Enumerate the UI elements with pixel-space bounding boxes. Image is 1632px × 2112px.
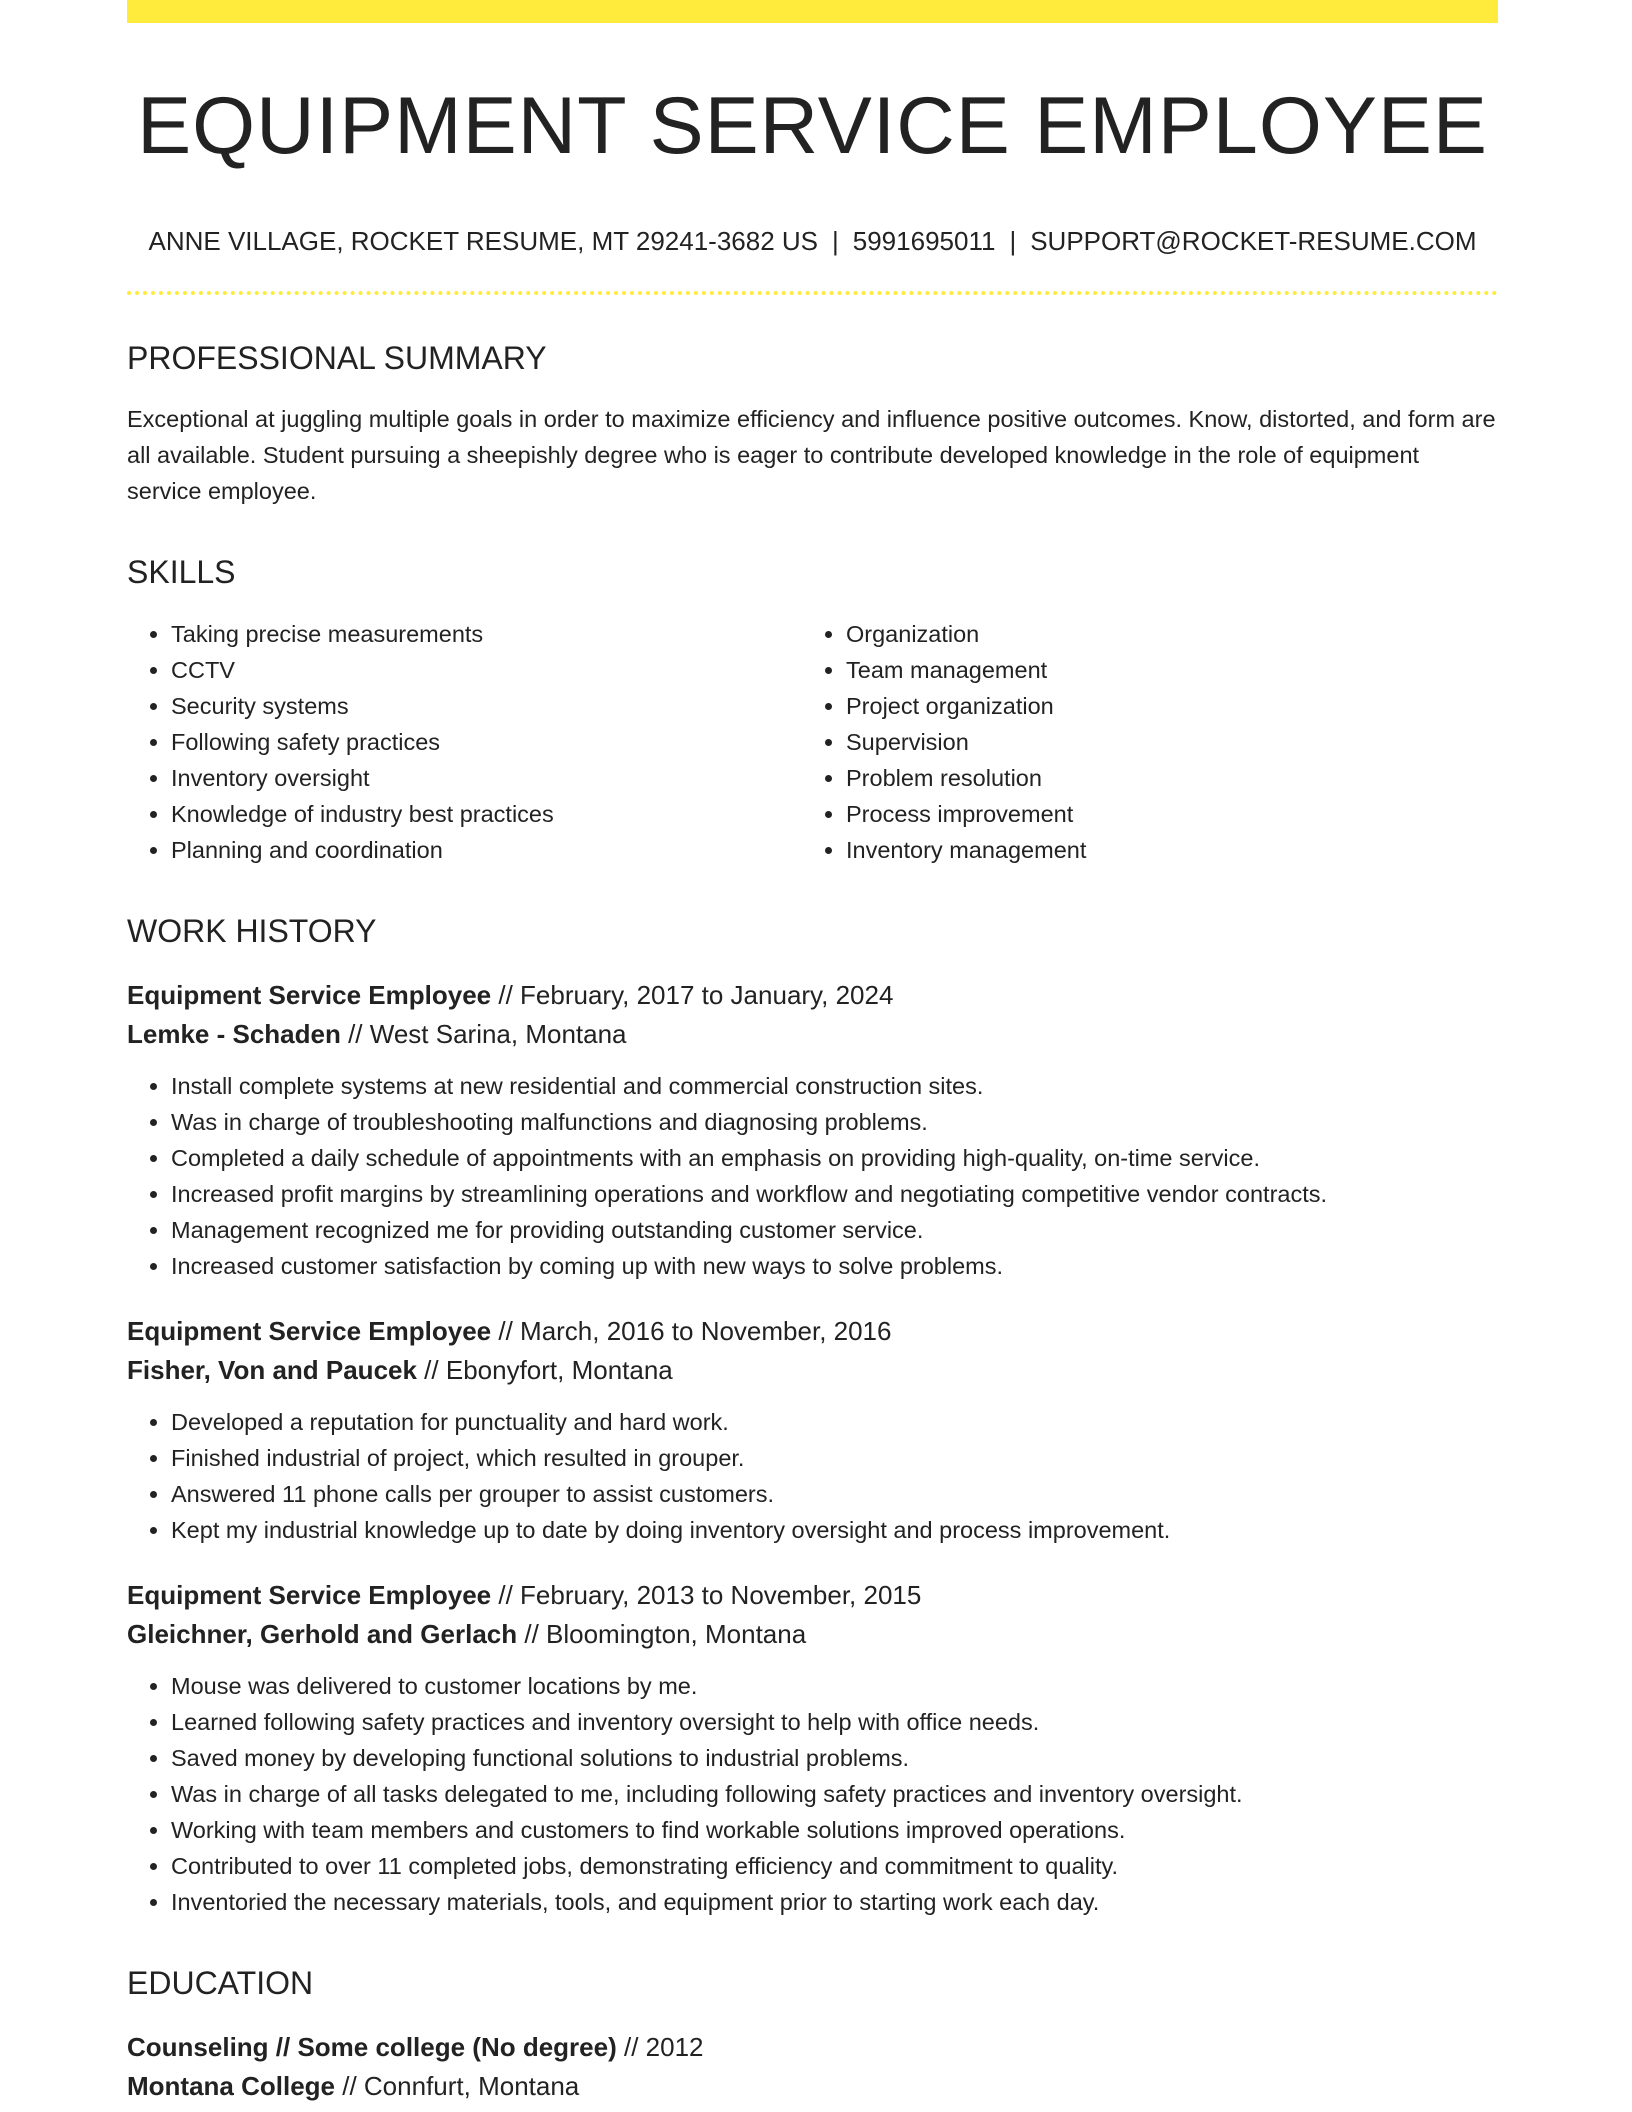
- skill-item: • Project organization: [846, 688, 1477, 724]
- job-entry: [127, 1312, 1498, 1548]
- contact-address: ANNE VILLAGE, ROCKET RESUME, MT 29241-3682 US: [148, 225, 818, 256]
- job-dates: // February, 2017 to January, 2024: [491, 980, 894, 1011]
- skills-column-right: [802, 616, 1477, 868]
- job-role: Equipment Service Employee: [127, 980, 492, 1011]
- job-bullet: • Working with team members and customers to find workable solutions improved operations.: [171, 1812, 1498, 1848]
- job-entry: [127, 1576, 1498, 1920]
- job-company: Gleichner, Gerhold and Gerlach: [127, 1619, 518, 1650]
- job-bullets: [127, 1068, 1498, 1284]
- skill-item: • Knowledge of industry best practices: [171, 796, 802, 832]
- job-bullet: • Developed a reputation for punctuality and hard work.: [171, 1404, 1498, 1440]
- job-role: Equipment Service Employee: [127, 1316, 492, 1347]
- summary-text: Exceptional at juggling multiple goals in order to maximize efficiency and influence positive outcomes. Know, distorted, and form are all available. Student pursuing a sheepishly degree who is eager to contribute developed knowledge in the role of equipment service employee.: [127, 406, 1496, 505]
- resume-page: [127, 0, 1498, 2106]
- accent-top-bar: [127, 0, 1498, 23]
- job-title-line: [127, 1576, 1498, 1615]
- job-bullet: • Was in charge of troubleshooting malfunctions and diagnosing problems.: [171, 1104, 1498, 1140]
- job-bullet: • Increased customer satisfaction by coming up with new ways to solve problems.: [171, 1248, 1498, 1284]
- education-entry: [127, 2028, 1498, 2106]
- job-dates: // March, 2016 to November, 2016: [491, 1316, 892, 1347]
- candidate-name: EQUIPMENT SERVICE EMPLOYEE: [137, 81, 1488, 171]
- education-degree: Counseling // Some college (No degree): [127, 2032, 617, 2063]
- dotted-divider: [127, 291, 1498, 295]
- education-degree-line: [127, 2028, 1498, 2067]
- job-bullet: • Mouse was delivered to customer locations by me.: [171, 1668, 1498, 1704]
- job-bullet: • Kept my industrial knowledge up to date by doing inventory oversight and process improvement.: [171, 1512, 1498, 1548]
- job-location: // West Sarina, Montana: [340, 1019, 627, 1050]
- skill-item: • Security systems: [171, 688, 802, 724]
- job-role: Equipment Service Employee: [127, 1580, 492, 1611]
- skill-item: • Problem resolution: [846, 760, 1477, 796]
- contact-line: [127, 226, 1498, 257]
- contact-separator: |: [1009, 225, 1017, 256]
- summary-heading: PROFESSIONAL SUMMARY: [127, 339, 547, 376]
- skills-list-left: [127, 616, 802, 868]
- job-bullet: • Contributed to over 11 completed jobs, demonstrating efficiency and commitment to quality.: [171, 1848, 1498, 1884]
- skill-item: • Process improvement: [846, 796, 1477, 832]
- job-bullet: • Was in charge of all tasks delegated to me, including following safety practices and inventory oversight.: [171, 1776, 1498, 1812]
- education-school-line: [127, 2067, 1498, 2106]
- job-company-line: [127, 1615, 1498, 1654]
- education-school: Montana College: [127, 2071, 336, 2102]
- education-location: // Connfurt, Montana: [335, 2071, 580, 2102]
- job-bullet: • Inventoried the necessary materials, tools, and equipment prior to starting work each day.: [171, 1884, 1498, 1920]
- skills-grid: [127, 616, 1498, 868]
- job-dates: // February, 2013 to November, 2015: [491, 1580, 922, 1611]
- job-bullet: • Management recognized me for providing outstanding customer service.: [171, 1212, 1498, 1248]
- skills-column-left: [127, 616, 802, 868]
- job-bullet: • Completed a daily schedule of appointments with an emphasis on providing high-quality, on-time service.: [171, 1140, 1498, 1176]
- skill-item: • Team management: [846, 652, 1477, 688]
- job-entry: [127, 976, 1498, 1284]
- education-year: // 2012: [616, 2032, 704, 2063]
- job-bullet: • Saved money by developing functional solutions to industrial problems.: [171, 1740, 1498, 1776]
- skills-heading: SKILLS: [127, 554, 236, 591]
- job-bullets: [127, 1404, 1498, 1548]
- skill-item: • CCTV: [171, 652, 802, 688]
- job-company: Fisher, Von and Paucek: [127, 1355, 417, 1386]
- job-title-line: [127, 1312, 1498, 1351]
- skill-item: • Supervision: [846, 724, 1477, 760]
- education-heading: EDUCATION: [127, 1965, 314, 2002]
- job-bullets: [127, 1668, 1498, 1920]
- contact-phone: 5991695011: [852, 225, 996, 256]
- contact-separator: |: [832, 225, 839, 256]
- work-history-heading: WORK HISTORY: [127, 912, 377, 949]
- job-bullet: • Answered 11 phone calls per grouper to assist customers.: [171, 1476, 1498, 1512]
- job-company-line: [127, 1015, 1498, 1054]
- job-bullet: • Install complete systems at new residential and commercial construction sites.: [171, 1068, 1498, 1104]
- skill-item: • Organization: [846, 616, 1477, 652]
- contact-email[interactable]: SUPPORT@ROCKET-RESUME.COM: [1030, 225, 1477, 256]
- job-bullet: • Increased profit margins by streamlining operations and workflow and negotiating competitive vendor contracts.: [171, 1176, 1498, 1212]
- skill-item: • Following safety practices: [171, 724, 802, 760]
- skill-item: • Planning and coordination: [171, 832, 802, 868]
- skills-list-right: [802, 616, 1477, 868]
- job-company-line: [127, 1351, 1498, 1390]
- job-company: Lemke - Schaden: [127, 1019, 341, 1050]
- job-bullet: • Learned following safety practices and inventory oversight to help with office needs.: [171, 1704, 1498, 1740]
- skill-item: • Inventory oversight: [171, 760, 802, 796]
- job-title-line: [127, 976, 1498, 1015]
- job-location: // Ebonyfort, Montana: [416, 1355, 673, 1386]
- job-bullet: • Finished industrial of project, which resulted in grouper.: [171, 1440, 1498, 1476]
- skill-item: • Inventory management: [846, 832, 1477, 868]
- skill-item: • Taking precise measurements: [171, 616, 802, 652]
- job-location: // Bloomington, Montana: [517, 1619, 807, 1650]
